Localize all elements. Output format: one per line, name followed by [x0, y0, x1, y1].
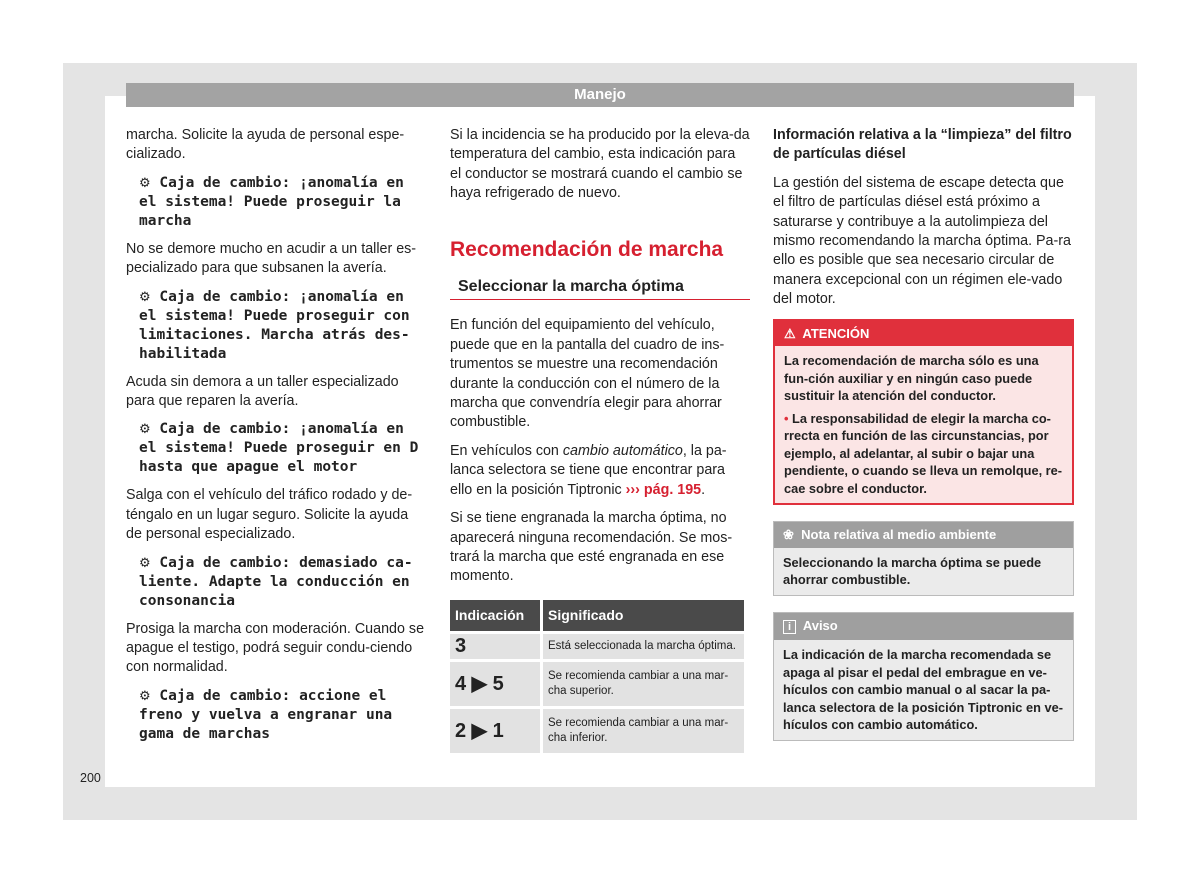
attention-body	[775, 346, 1072, 503]
info-icon: i	[783, 620, 796, 634]
warning-message	[139, 420, 426, 477]
subsection-title: Seleccionar la marcha óptima	[450, 275, 750, 300]
paragraph: La gestión del sistema de escape detecta que el filtro de partículas diésel está próximo a saturarse y contribuye a la autolimpieza del mismo recomendando la marcha óptima. Pa-ra ello es posible que sea necesario circular de manera excepcional con un régimen ele-vado del motor.	[773, 174, 1071, 308]
warning-text: Caja de cambio: ¡anomalía en el sistema! Puede proseguir con limitaciones. Marcha atrás des-habilitada	[139, 288, 410, 362]
table-row	[450, 709, 744, 753]
attention-header	[775, 321, 1072, 347]
notice-title: Aviso	[802, 617, 838, 633]
column-3	[773, 126, 1074, 757]
table-row	[450, 634, 744, 659]
notice-header	[774, 613, 1073, 641]
paragraph-heading: Información relativa a la “limpieza” del filtro de partículas diésel	[773, 127, 1072, 163]
indication-cell: 2 ▶ 1	[450, 709, 540, 753]
warning-message	[139, 174, 426, 231]
paragraph: Si se tiene engranada la marcha óptima, no aparecerá ninguna recomendación. Se mos-trará la marcha que esté engranada en ese momento.	[450, 510, 733, 585]
gearbox-warning-icon: ⚙	[139, 555, 151, 571]
text: En vehículos con	[450, 442, 563, 459]
environment-title: Nota relativa al medio ambiente	[801, 527, 997, 543]
meaning-cell: Se recomienda cambiar a una mar-cha superior.	[543, 662, 744, 706]
paragraph: marcha. Solicite la ayuda de personal espe-cializado.	[126, 127, 405, 163]
flower-icon: ❀	[783, 527, 794, 543]
page-number: 200	[80, 771, 101, 785]
table-row	[450, 662, 744, 706]
meaning-cell: Se recomienda cambiar a una mar-cha inferior.	[543, 709, 744, 753]
meaning-cell: Está seleccionada la marcha óptima.	[543, 634, 744, 659]
bullet-icon: •	[784, 410, 789, 426]
text: , la pa-lanca selectora se tiene que encontrar para ello en la posición Tiptronic	[450, 442, 727, 498]
attention-title: ATENCIÓN	[802, 325, 870, 341]
warning-text: Caja de cambio: demasiado ca-liente. Adapte la conducción en consonancia	[139, 554, 413, 609]
section-header: Manejo	[126, 83, 1074, 107]
text: .	[701, 481, 706, 498]
warning-text: Caja de cambio: accione el freno y vuelva a engranar una gama de marchas	[139, 687, 393, 742]
gearbox-warning-icon: ⚙	[139, 289, 151, 305]
warning-text: Caja de cambio: ¡anomalía en el sistema! Puede proseguir en D hasta que apague el motor	[139, 421, 419, 476]
environment-header	[774, 522, 1073, 548]
paragraph: Si la incidencia se ha producido por la eleva-da temperatura del cambio, esta indicación para el conductor se mostrará cuando el cambio se haya refrigerado de nuevo.	[450, 127, 750, 202]
paragraph: No se demore mucho en acudir a un taller es-pecializado para que subsanen la avería.	[126, 240, 417, 277]
warning-text: Caja de cambio: ¡anomalía en el sistema! Puede proseguir la marcha	[139, 174, 404, 229]
paragraph: En función del equipamiento del vehículo, puede que en la pantalla del cuadro de ins-trumentos se muestre una recomendación durante la conducción con el número de la marcha que convendría elegir para ahorrar combustible.	[450, 317, 725, 431]
notice-box	[773, 612, 1074, 741]
gear-indication-table	[447, 597, 747, 756]
section-title: Recomendación de marcha	[450, 237, 724, 261]
attention-text: La responsabilidad de elegir la marcha co-rrecta en función de las circunstancias, por ejemplo, al adelantar, al subir o bajar una pendiente, o cuando se lleva un remolque, re-cae sobre el conductor.	[784, 410, 1063, 496]
page-reference-link[interactable]: ››› pág. 195	[625, 481, 702, 498]
indication-cell: 4 ▶ 5	[450, 662, 540, 706]
warning-message	[139, 288, 426, 364]
paragraph: Salga con el vehículo del tráfico rodado y de-téngalo en un lugar seguro. Solicite la ayuda de personal especializado.	[126, 487, 413, 543]
indication-cell: 3	[450, 634, 540, 659]
paragraph: Prosiga la marcha con moderación. Cuando se apague el testigo, podrá seguir condu-ciendo con normalidad.	[126, 620, 425, 676]
gearbox-warning-icon: ⚙	[139, 175, 151, 191]
column-2	[450, 126, 750, 756]
warning-triangle-icon: ⚠	[784, 325, 796, 341]
gearbox-warning-icon: ⚙	[139, 688, 151, 704]
gearbox-warning-icon: ⚙	[139, 422, 151, 438]
paragraph	[450, 442, 750, 500]
warning-message	[139, 687, 426, 744]
warning-message	[139, 554, 426, 611]
environment-note-box	[773, 521, 1074, 596]
paragraph: Acuda sin demora a un taller especializado para que reparen la avería.	[126, 373, 399, 410]
emphasis: cambio automático	[562, 442, 683, 459]
notice-text: La indicación de la marcha recomendada se apaga al pisar el pedal del embrague en ve-hículos con cambio manual o al sacar la pa-lanca selectora de la posición Tiptronic en ve-hículos con cambio automático.	[774, 640, 1073, 740]
environment-text: Seleccionando la marcha óptima se puede ahorrar combustible.	[774, 548, 1073, 595]
attention-box	[773, 319, 1074, 506]
attention-text: La recomendación de marcha sólo es una fun-ción auxiliar y en ningún caso puede sustituir la atención del conductor.	[784, 353, 1039, 404]
table-header: Significado	[543, 600, 744, 631]
column-1	[126, 126, 426, 753]
table-header: Indicación	[450, 600, 540, 631]
